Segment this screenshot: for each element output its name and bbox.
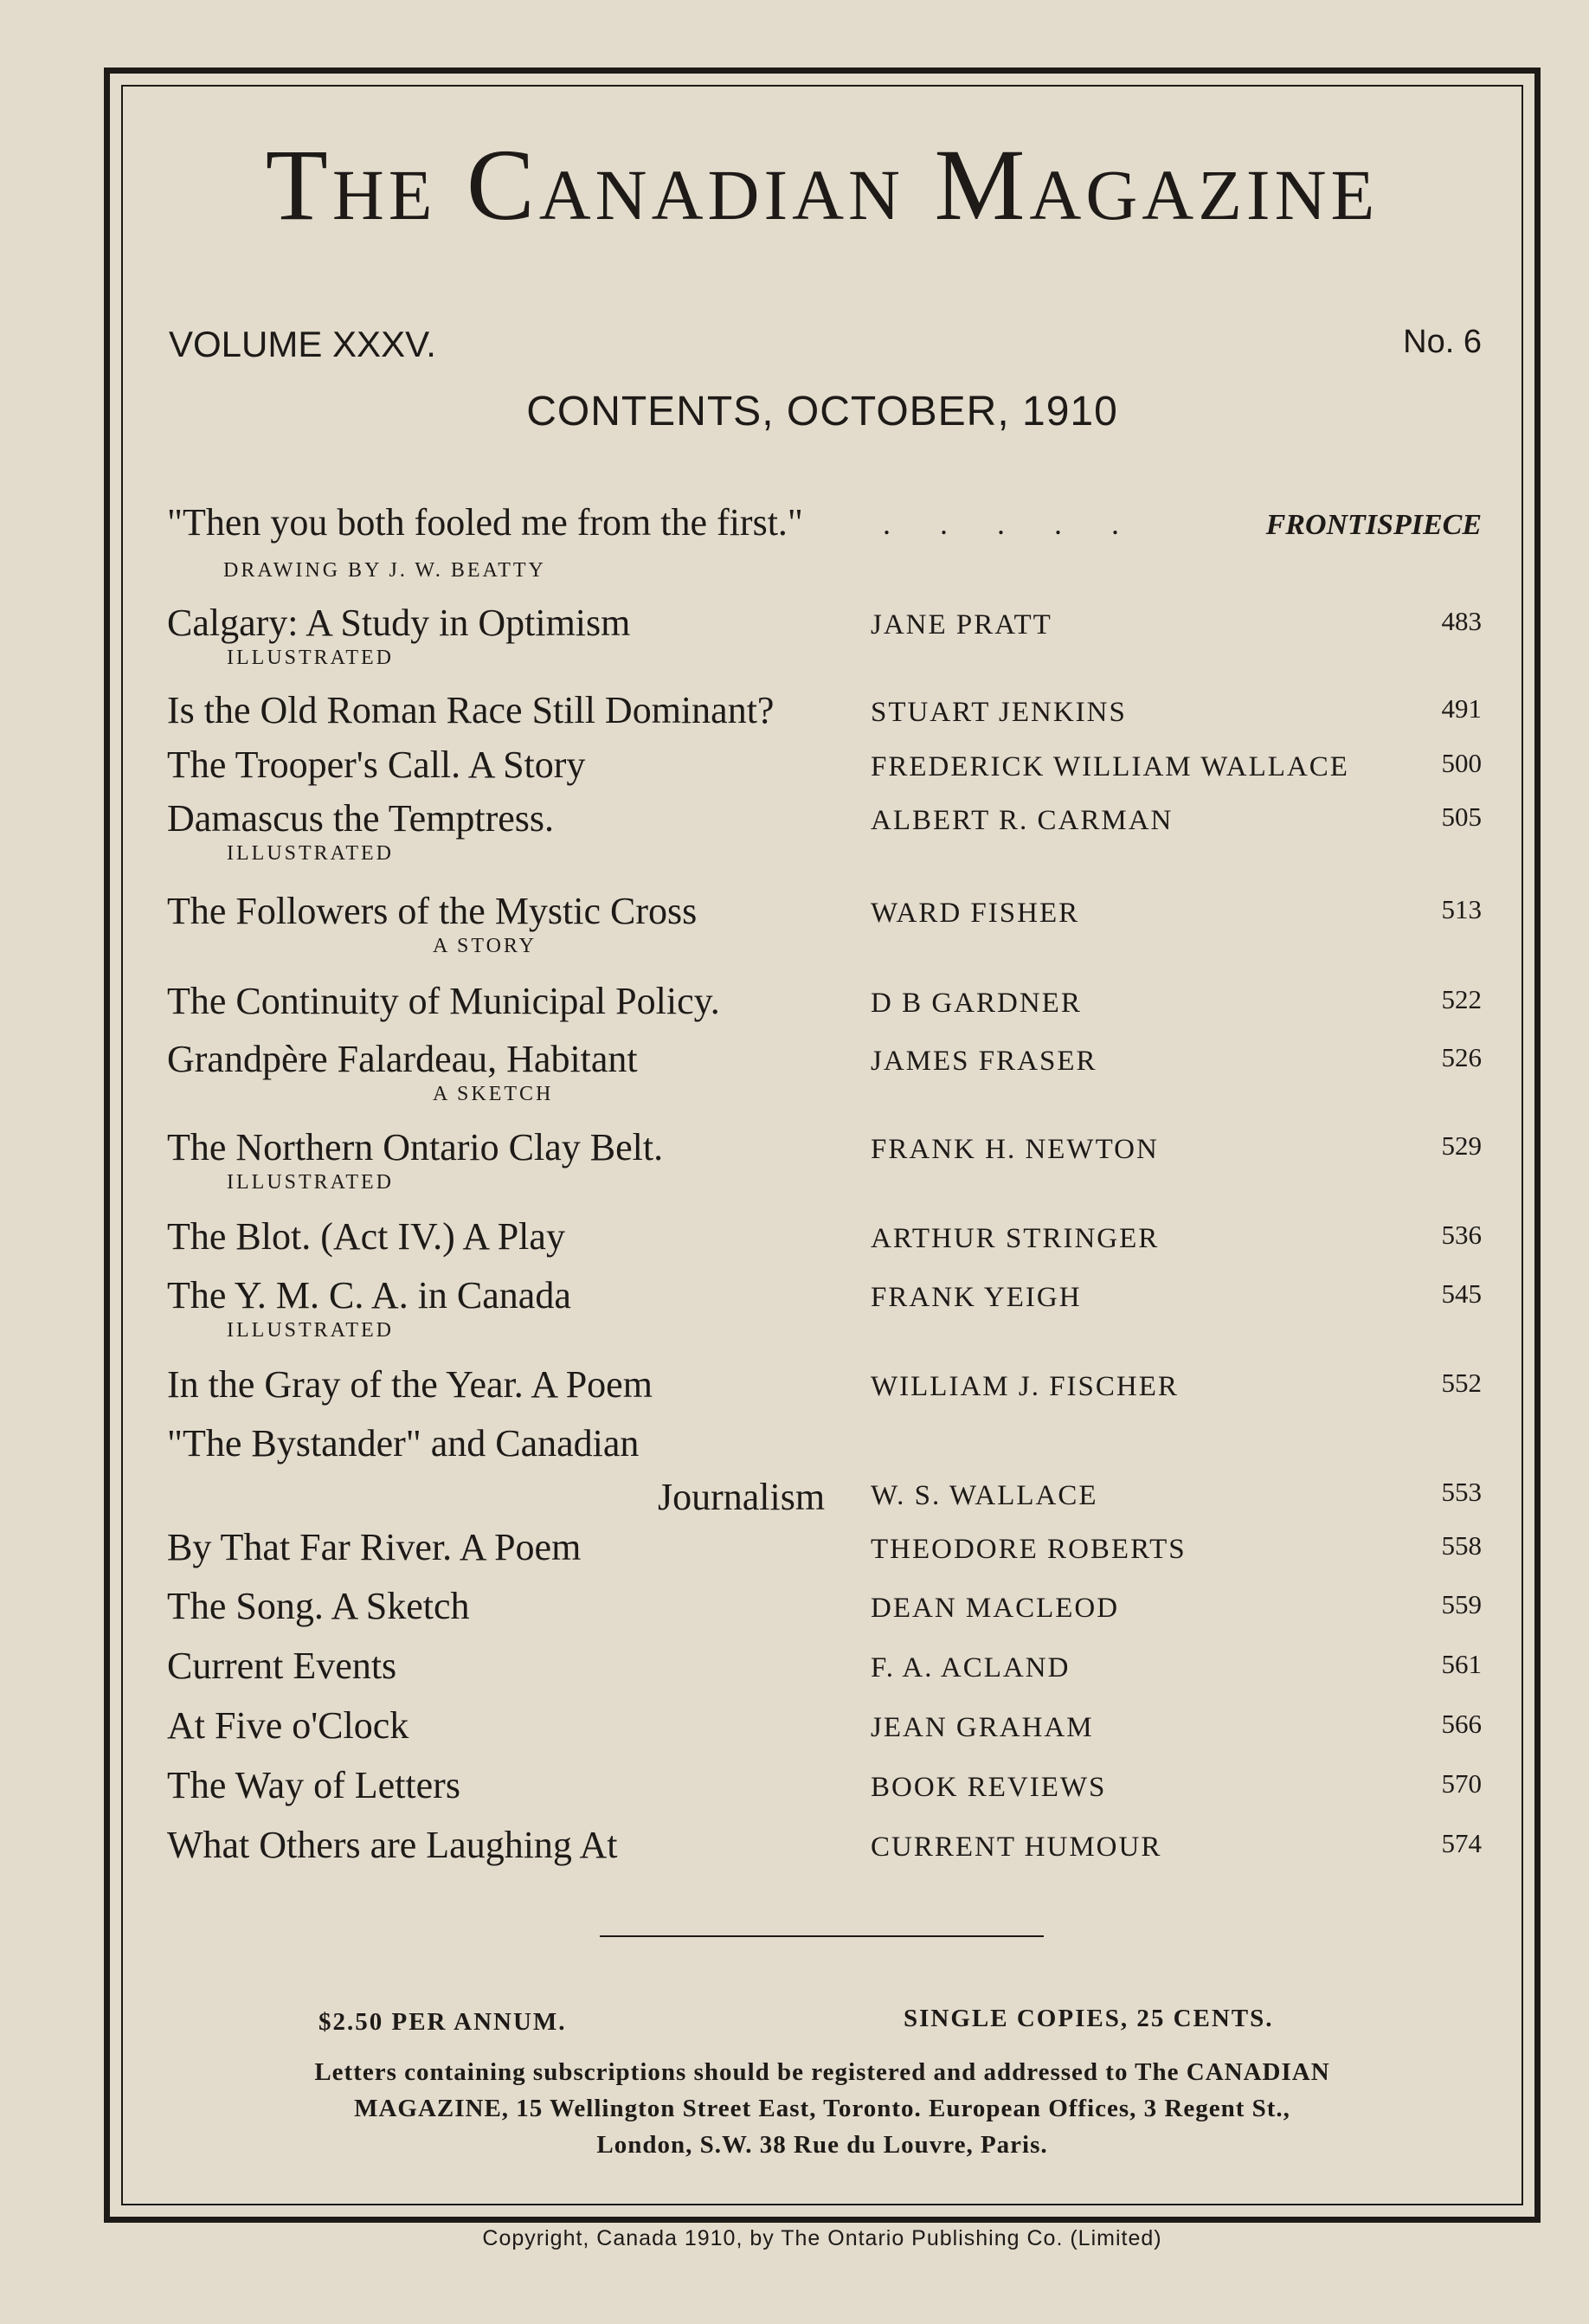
contents-heading: CONTENTS, OCTOBER, 1910 <box>526 389 1118 435</box>
entry-title-continued: Journalism <box>658 1476 826 1518</box>
entry-subtitle: A STORY <box>433 935 537 957</box>
frontispiece-title: "Then you both fooled me from the first." <box>167 501 803 544</box>
entry-author: F. A. ACLAND <box>871 1652 1071 1683</box>
entry-author: WARD FISHER <box>871 898 1080 929</box>
entry-page-number: 500 <box>1441 748 1482 778</box>
entry-page-number: 526 <box>1441 1042 1482 1072</box>
annual-price: $2.50 PER ANNUM. <box>318 2008 567 2036</box>
entry-title: Current Events <box>167 1645 397 1687</box>
entry-author: JANE PRATT <box>871 609 1052 641</box>
volume-label: VOLUME XXXV. <box>169 324 436 364</box>
entry-title: The Way of Letters <box>167 1764 460 1806</box>
entry-author: D B GARDNER <box>871 988 1082 1019</box>
entry-author: FRANK H. NEWTON <box>871 1134 1159 1165</box>
entry-title: The Song. A Sketch <box>167 1585 470 1627</box>
entry-author: STUART JENKINS <box>871 697 1127 728</box>
entry-page-number: 529 <box>1441 1130 1482 1161</box>
entry-page-number: 553 <box>1441 1477 1482 1507</box>
frontispiece-label: FRONTISPIECE <box>1265 509 1482 541</box>
entry-page-number: 558 <box>1441 1530 1482 1561</box>
entry-author: WILLIAM J. FISCHER <box>871 1371 1179 1402</box>
address-line: MAGAZINE, 15 Wellington Street East, Toronto. European Offices, 3 Regent St., <box>354 2095 1290 2122</box>
entry-page-number: 574 <box>1441 1828 1482 1858</box>
entry-title: What Others are Laughing At <box>167 1824 618 1866</box>
copyright-line: Copyright, Canada 1910, by The Ontario Publishing Co. (Limited) <box>482 2226 1162 2250</box>
address-line: London, S.W. 38 Rue du Louvre, Paris. <box>596 2131 1048 2159</box>
entry-title: The Trooper's Call. A Story <box>167 744 586 786</box>
entry-author: FREDERICK WILLIAM WALLACE <box>871 751 1349 782</box>
leader-dots: . . . . . <box>883 506 1140 541</box>
entry-author: BOOK REVIEWS <box>871 1772 1107 1803</box>
entry-author: W. S. WALLACE <box>871 1480 1098 1511</box>
entry-author: THEODORE ROBERTS <box>871 1534 1187 1565</box>
entry-title: The Followers of the Mystic Cross <box>167 890 698 932</box>
entry-title: The Y. M. C. A. in Canada <box>167 1274 571 1317</box>
entry-page-number: 491 <box>1441 693 1482 724</box>
entry-page-number: 552 <box>1441 1368 1482 1398</box>
entry-page-number: 483 <box>1441 606 1482 636</box>
entry-page-number: 522 <box>1441 984 1482 1014</box>
entry-subtitle: ILLUSTRATED <box>227 842 394 865</box>
entry-author: ARTHUR STRINGER <box>871 1223 1160 1254</box>
entry-page-number: 566 <box>1441 1709 1482 1739</box>
entry-title: Damascus the Temptress. <box>167 797 555 840</box>
entry-author: ALBERT R. CARMAN <box>871 805 1174 836</box>
issue-number: No. 6 <box>1403 324 1482 360</box>
entry-page-number: 570 <box>1441 1768 1482 1799</box>
entry-page-number: 559 <box>1441 1589 1482 1619</box>
entry-title: The Continuity of Municipal Policy. <box>167 980 720 1022</box>
entry-title: The Blot. (Act IV.) A Play <box>167 1215 565 1258</box>
entry-page-number: 513 <box>1441 894 1482 924</box>
entry-title: By That Far River. A Poem <box>167 1526 582 1568</box>
entry-page-number: 505 <box>1441 801 1482 832</box>
entry-author: JEAN GRAHAM <box>871 1712 1094 1743</box>
address-line: Letters containing subscriptions should be registered and addressed to The CANADIAN <box>314 2058 1330 2086</box>
entry-title: At Five o'Clock <box>167 1704 409 1747</box>
entry-title: Is the Old Roman Race Still Dominant? <box>167 689 775 731</box>
entry-title: The Northern Ontario Clay Belt. <box>167 1126 664 1168</box>
entry-title: In the Gray of the Year. A Poem <box>167 1363 653 1406</box>
entry-subtitle: ILLUSTRATED <box>227 647 394 669</box>
divider-rule <box>600 1935 1044 1937</box>
entry-subtitle: ILLUSTRATED <box>227 1319 394 1342</box>
single-copy-price: SINGLE COPIES, 25 CENTS. <box>904 2005 1274 2032</box>
entry-author: FRANK YEIGH <box>871 1282 1082 1313</box>
entry-title: "The Bystander" and Canadian <box>167 1422 640 1465</box>
entry-subtitle: ILLUSTRATED <box>227 1171 394 1194</box>
entry-page-number: 545 <box>1441 1278 1482 1309</box>
frontispiece-credit: DRAWING BY J. W. BEATTY <box>223 559 546 582</box>
entry-page-number: 561 <box>1441 1649 1482 1679</box>
entry-subtitle: A SKETCH <box>433 1083 554 1105</box>
entry-title: Grandpère Falardeau, Habitant <box>167 1038 638 1080</box>
masthead: The Canadian Magazine <box>265 128 1380 241</box>
entry-author: DEAN MACLEOD <box>871 1593 1120 1624</box>
entry-author: JAMES FRASER <box>871 1046 1097 1077</box>
entry-title: Calgary: A Study in Optimism <box>167 602 631 644</box>
entry-page-number: 536 <box>1441 1220 1482 1250</box>
entry-author: CURRENT HUMOUR <box>871 1832 1162 1863</box>
